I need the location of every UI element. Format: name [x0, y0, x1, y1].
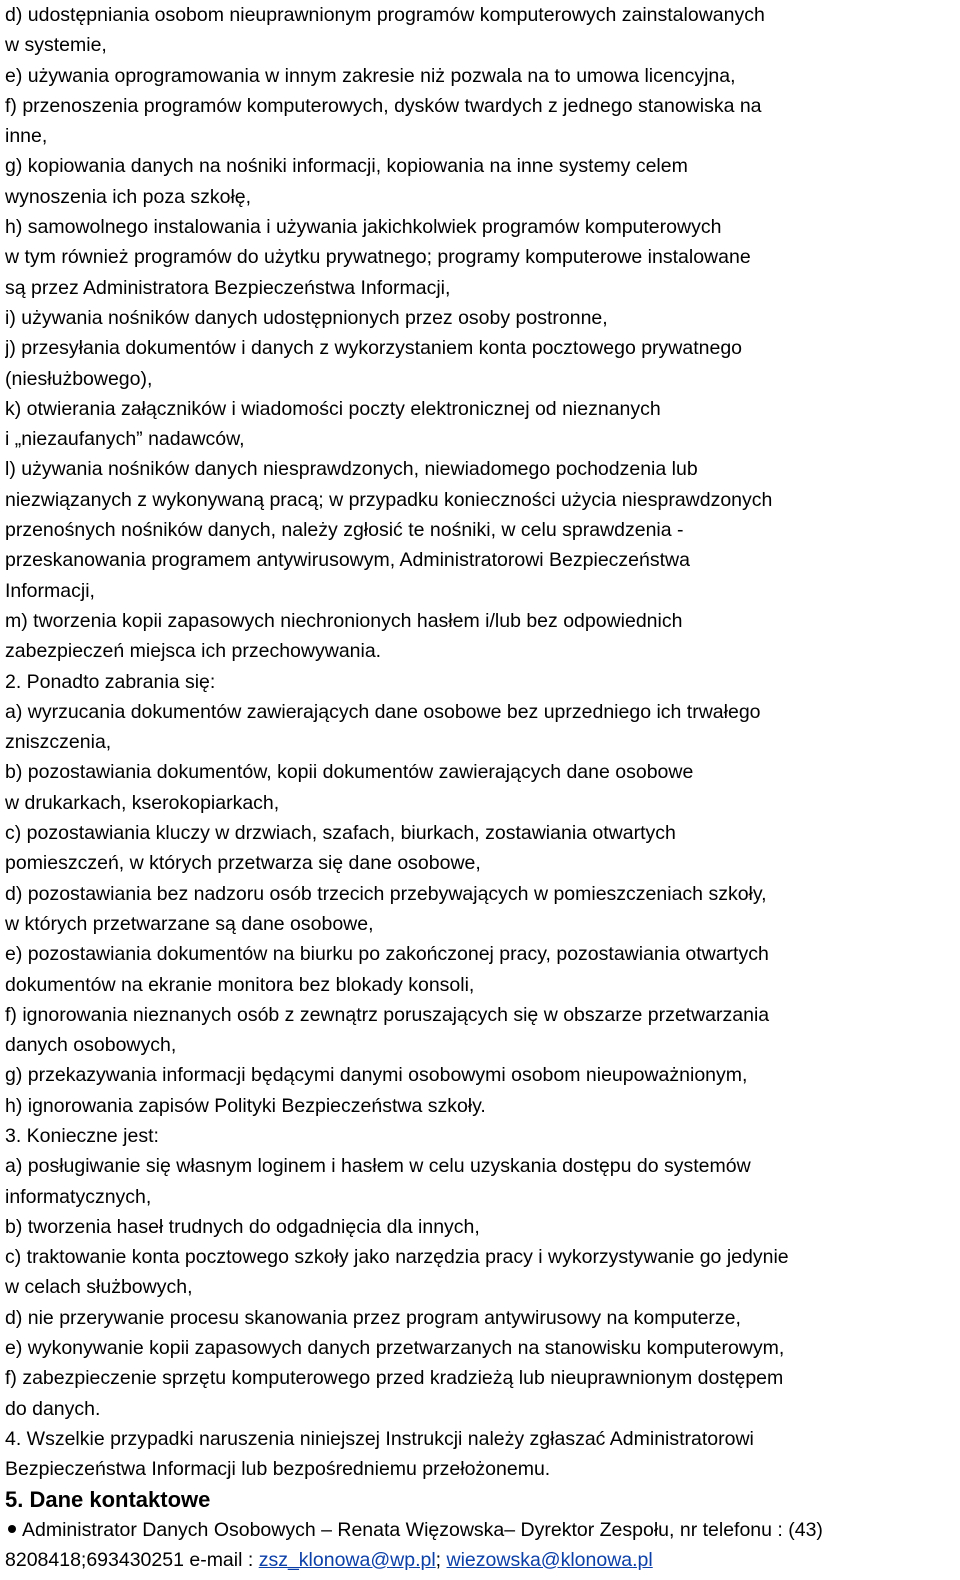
document-body	[5, 0, 955, 1575]
text-line: przeskanowania programem antywirusowym, Administratorowi Bezpieczeństwa	[5, 549, 690, 572]
text-line: c) traktowanie konta pocztowego szkoły jako narzędzia pracy i wykorzystywanie go jedynie	[5, 1246, 789, 1269]
text-line: i „niezaufanych” nadawców,	[5, 428, 245, 451]
text-line: informatycznych,	[5, 1185, 152, 1208]
bullet-icon	[8, 1525, 16, 1533]
text-line: zniszczenia,	[5, 731, 112, 754]
text-line: w celach służbowych,	[5, 1276, 193, 1299]
email-separator: ;	[435, 1548, 447, 1571]
text-line: w drukarkach, kserokopiarkach,	[5, 791, 280, 814]
text-line: h) samowolnego instalowania i używania jakichkolwiek programów komputerowych	[5, 216, 722, 239]
text-line: pomieszczeń, w których przetwarza się dane osobowe,	[5, 852, 481, 875]
text-line: b) tworzenia haseł trudnych do odgadnięcia dla innych,	[5, 1215, 480, 1238]
contact-administrator: Administrator Danych Osobowych – Renata Więzowska– Dyrektor Zespołu, nr telefonu : (43)	[22, 1518, 823, 1541]
text-line: e) pozostawiania dokumentów na biurku po zakończonej pracy, pozostawiania otwartych	[5, 943, 769, 966]
text-line: dokumentów na ekranie monitora bez blokady konsoli,	[5, 973, 475, 996]
text-line: a) wyrzucania dokumentów zawierających dane osobowe bez uprzedniego ich trwałego	[5, 700, 761, 723]
text-line: w systemie,	[5, 34, 107, 57]
text-line: g) kopiowania danych na nośniki informacji, kopiowania na inne systemy celem	[5, 155, 688, 178]
text-line: Bezpieczeństwa Informacji lub bezpośredniemu przełożonemu.	[5, 1458, 551, 1481]
text-line: inne,	[5, 125, 48, 148]
email-link-director[interactable]: wiezowska@klonowa.pl	[446, 1548, 653, 1571]
text-line: b) pozostawiania dokumentów, kopii dokumentów zawierających dane osobowe	[5, 761, 694, 784]
text-line: l) używania nośników danych niesprawdzonych, niewiadomego pochodzenia lub	[5, 458, 698, 481]
text-line: h) ignorowania zapisów Polityki Bezpieczeństwa szkoły.	[5, 1094, 486, 1117]
text-line: przenośnych nośników danych, należy zgłosić te nośniki, w celu sprawdzenia -	[5, 519, 684, 542]
text-line: i) używania nośników danych udostępnionych przez osoby postronne,	[5, 306, 608, 329]
text-line: danych osobowych,	[5, 1034, 177, 1057]
text-line: f) ignorowania nieznanych osób z zewnątrz poruszających się w obszarze przetwarzania	[5, 1003, 770, 1026]
text-line: k) otwierania załączników i wiadomości poczty elektronicznej od nieznanych	[5, 397, 661, 420]
text-line: niezwiązanych z wykonywaną pracą; w przypadku konieczności użycia niesprawdzonych	[5, 488, 773, 511]
text-line: 3. Konieczne jest:	[5, 1124, 159, 1147]
text-line: f) przenoszenia programów komputerowych, dysków twardych z jednego stanowiska na	[5, 94, 762, 117]
text-line: zabezpieczeń miejsca ich przechowywania.	[5, 640, 382, 663]
text-line: d) udostępniania osobom nieuprawnionym programów komputerowych zainstalowanych	[5, 4, 765, 26]
text-line: m) tworzenia kopii zapasowych niechronionych hasłem i/lub bez odpowiednich	[5, 609, 683, 632]
text-line: d) pozostawiania bez nadzoru osób trzecich przebywających w pomieszczeniach szkoły,	[5, 882, 767, 905]
text-line: e) używania oprogramowania w innym zakresie niż pozwala na to umowa licencyjna,	[5, 64, 736, 87]
text-line: wynoszenia ich poza szkołę,	[5, 185, 252, 208]
text-line: g) przekazywania informacji będącymi danymi osobowymi osobom nieupoważnionym,	[5, 1064, 748, 1087]
text-line: są przez Administratora Bezpieczeństwa Informacji,	[5, 276, 451, 299]
text-line: e) wykonywanie kopii zapasowych danych przetwarzanych na stanowisku komputerowym,	[5, 1337, 785, 1360]
text-line: w których przetwarzane są dane osobowe,	[5, 912, 374, 935]
text-line: Informacji,	[5, 579, 95, 602]
text-line: 4. Wszelkie przypadki naruszenia niniejszej Instrukcji należy zgłaszać Administratorowi	[5, 1427, 754, 1450]
text-line: d) nie przerywanie procesu skanowania przez program antywirusowy na komputerze,	[5, 1306, 741, 1329]
text-line: w tym również programów do użytku prywatnego; programy komputerowe instalowane	[5, 246, 751, 269]
contact-line-continued	[5, 1545, 955, 1575]
contact-phone-prefix: 8208418;693430251 e-mail :	[5, 1548, 259, 1571]
text-line: do danych.	[5, 1397, 101, 1420]
contact-line	[5, 1515, 955, 1545]
text-line: (niesłużbowego),	[5, 367, 153, 390]
text-line: a) posługiwanie się własnym loginem i hasłem w celu uzyskania dostępu do systemów	[5, 1155, 751, 1178]
text-line: j) przesyłania dokumentów i danych z wykorzystaniem konta pocztowego prywatnego	[5, 337, 743, 360]
text-line: f) zabezpieczenie sprzętu komputerowego przed kradzieżą lub nieuprawnionym dostępem	[5, 1367, 784, 1390]
instruction-text	[5, 0, 955, 1485]
text-line: 2. Ponadto zabrania się:	[5, 670, 216, 693]
text-line: c) pozostawiania kluczy w drzwiach, szafach, biurkach, zostawiania otwartych	[5, 822, 676, 845]
section-heading-contacts: 5. Dane kontaktowe	[5, 1486, 211, 1512]
email-link-school[interactable]: zsz_klonowa@wp.pl	[258, 1548, 436, 1571]
